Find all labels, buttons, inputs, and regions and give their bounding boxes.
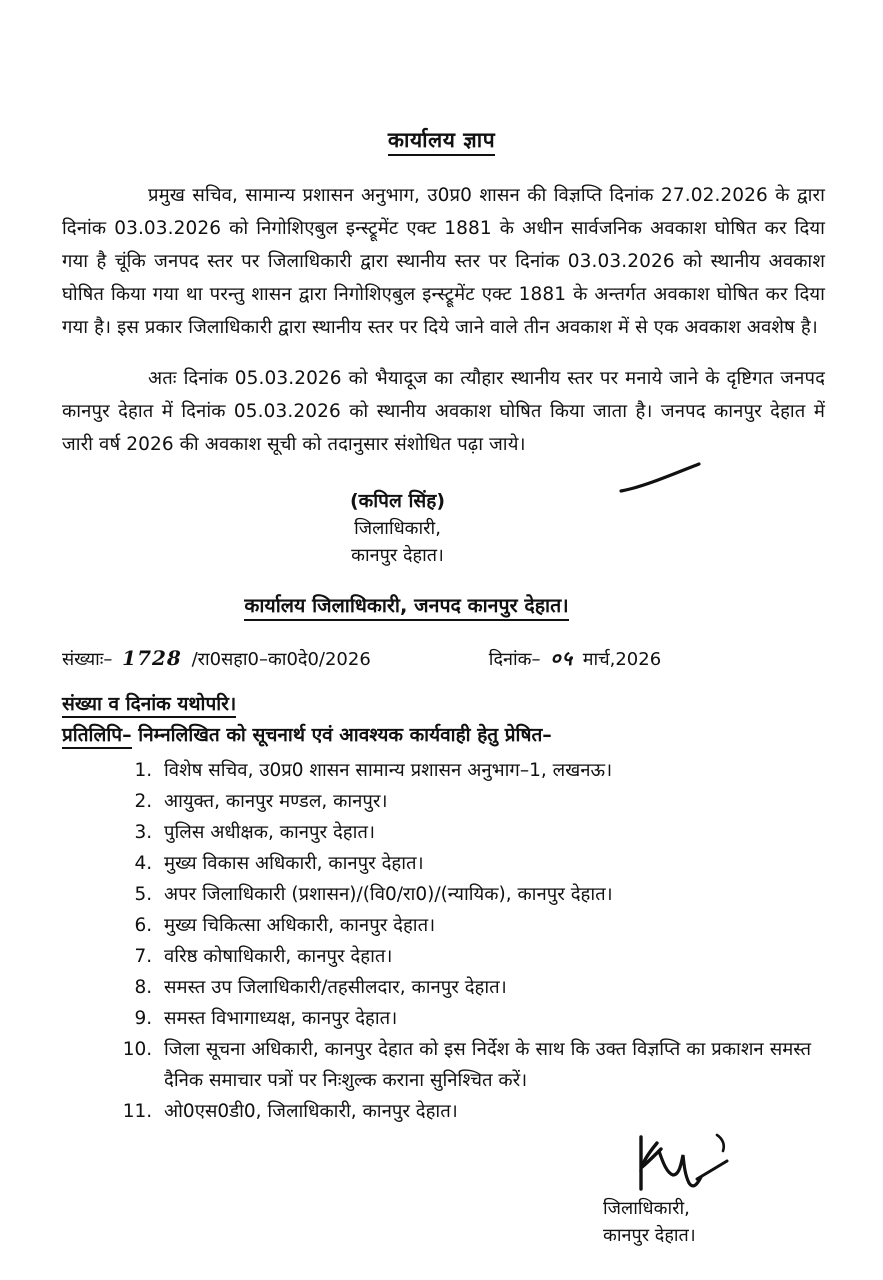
list-item-text: पुलिस अधीक्षक, कानपुर देहात। [164, 822, 375, 844]
reference-date-group [489, 644, 661, 671]
reference-number-group [62, 646, 371, 671]
list-item-text: विशेष सचिव, उ0प्र0 शासन सामान्य प्रशासन अनुभाग–1, लखनऊ। [164, 760, 613, 782]
distribution-list [62, 755, 823, 1127]
reference-date-suffix: मार्च,2026 [582, 649, 662, 671]
paragraph-1 [62, 179, 825, 344]
signatory-bottom-designation: जिलाधिकारी, [603, 1198, 690, 1220]
reference-date-label: दिनांक– [488, 649, 541, 671]
list-item [158, 941, 823, 972]
copy-to-text: निम्नलिखित को सूचनार्थ एवं आवश्यक कार्यवाही हेतु प्रेषित– [138, 724, 552, 747]
reference-date-value: ०५ [550, 646, 574, 671]
reference-number-label: संख्याः– [62, 649, 113, 671]
same-number-date-line [62, 689, 823, 720]
list-item [158, 1003, 823, 1034]
list-item [158, 1034, 823, 1096]
office-heading [0, 591, 883, 618]
signature-stroke-icon [613, 461, 733, 495]
document-body [62, 179, 825, 569]
list-item-text: वरिष्ठ कोषाधिकारी, कानपुर देहात। [164, 946, 393, 968]
signature-bottom-text [603, 1195, 803, 1249]
list-item-text: जिला सूचना अधिकारी, कानपुर देहात को इस निर्देश के साथ कि उक्त विज्ञप्ति का प्रकाशन समस्त दैनिक समाचार पत्रों पर निःशुल्क कराना सुनिश्चित करें। [164, 1039, 811, 1092]
copy-to-line [62, 720, 823, 751]
list-item [158, 1096, 823, 1127]
paragraph-1-text: प्रमुख सचिव, सामान्य प्रशासन अनुभाग, उ0प्र0 शासन की विज्ञप्ति दिनांक 27.02.2026 के द्वारा दिनांक 03.03.2026 को निगोशिएबुल इन्स्ट्रूमेंट एक्ट 1881 के अधीन सार्वजनिक अवकाश घोषित कर दिया गया है चूंकि जनपद स्तर पर जिलाधिकारी द्वारा स्थानीय स्तर पर दिनांक 03.03.2026 को स्थानीय अवकाश घोषित किया गया था परन्तु शासन द्वारा निगोशिएबुल इन्स्ट्रूमेंट एक्ट 1881 के अन्तर्गत अवकाश घोषित कर दिया गया है। इस प्रकार जिलाधिकारी द्वारा स्थानीय स्तर पर दिये जाने वाले तीन अवकाश में से एक अवकाश अवशेष है। [62, 185, 826, 339]
reference-number-value: 1728 [122, 646, 182, 671]
paragraph-2 [62, 362, 825, 461]
list-item-text: समस्त विभागाध्यक्ष, कानपुर देहात। [164, 1008, 398, 1030]
list-item-text: आयुक्त, कानपुर मण्डल, कानपुर। [164, 791, 388, 813]
signature-top-inner [303, 487, 493, 569]
list-item [158, 848, 823, 879]
list-item [158, 786, 823, 817]
signatory-place: कानपुर देहात। [351, 545, 444, 567]
reference-number-suffix: /रा0सहा0–का0दे0/2026 [191, 649, 371, 671]
list-item [158, 972, 823, 1003]
list-item [158, 879, 823, 910]
distribution-section [62, 689, 823, 1127]
copy-to-label: प्रतिलिपि– [62, 724, 132, 749]
signatory-name: (कपिल सिंह) [349, 490, 446, 513]
list-item-text: ओ0एस0डी0, जिलाधिकारी, कानपुर देहात। [164, 1101, 458, 1123]
same-number-date-text: संख्या व दिनांक यथोपरि। [62, 693, 236, 718]
office-heading-text: कार्यालय जिलाधिकारी, जनपद कानपुर देहात। [244, 594, 568, 621]
list-item [158, 755, 823, 786]
page-title-text: कार्यालय ज्ञाप [388, 128, 495, 156]
signature-block-top [62, 487, 825, 569]
handwritten-signature-icon [621, 1133, 771, 1195]
list-item-text: मुख्य चिकित्सा अधिकारी, कानपुर देहात। [164, 915, 436, 937]
signatory-designation: जिलाधिकारी, [354, 518, 441, 540]
signature-block-bottom [0, 1133, 883, 1253]
list-item [158, 817, 823, 848]
list-item [158, 910, 823, 941]
reference-row [62, 644, 823, 671]
list-item-text: मुख्य विकास अधिकारी, कानपुर देहात। [164, 853, 424, 875]
list-item-text: समस्त उप जिलाधिकारी/तहसीलदार, कानपुर देहात। [164, 977, 507, 999]
paragraph-2-text: अतः दिनांक 05.03.2026 को भैयादूज का त्यौहार स्थानीय स्तर पर मनाये जाने के दृष्टिगत जनपद कानपुर देहात में दिनांक 05.03.2026 को स्थानीय अवकाश घोषित किया जाता है। जनपद कानपुर देहात में जारी वर्ष 2026 की अवकाश सूची को तदानुसार संशोधित पढ़ा जाये। [62, 368, 825, 456]
page-title [0, 0, 883, 153]
list-item-text: अपर जिलाधिकारी (प्रशासन)/(वि0/रा0)/(न्यायिक), कानपुर देहात। [164, 884, 613, 906]
signatory-bottom-place: कानपुर देहात। [603, 1225, 696, 1247]
